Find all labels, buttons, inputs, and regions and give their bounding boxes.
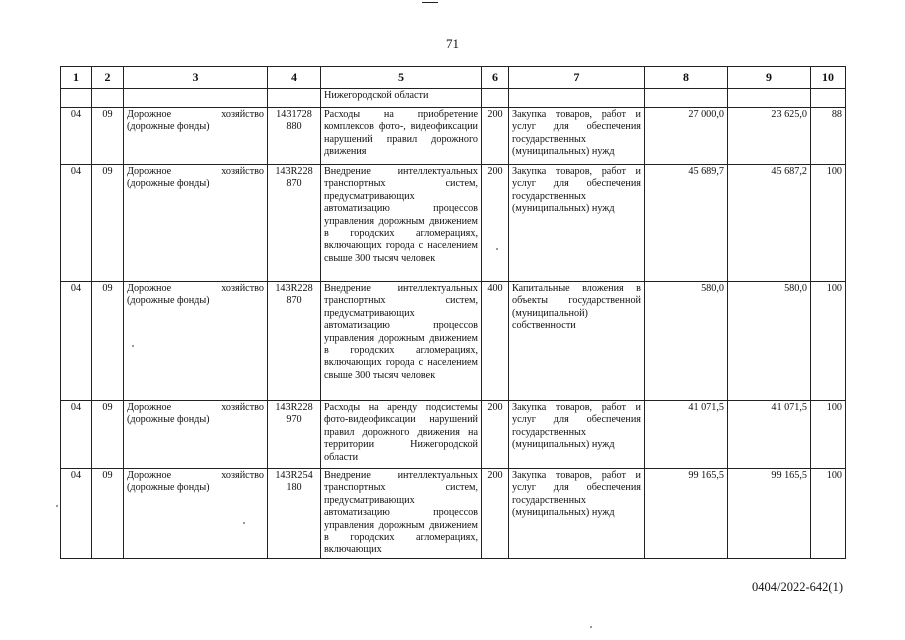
amount-plan: 27 000,0 (645, 108, 728, 165)
section-code: 04 (61, 108, 92, 165)
type-code: 200 (482, 469, 509, 559)
amount-fact: 99 165,5 (728, 469, 811, 559)
item-name: Дорожное хозяйство (дорожные фонды) (124, 165, 268, 282)
cell-empty (728, 89, 811, 108)
target-code: 143R254 180 (268, 469, 321, 559)
scan-speck (496, 248, 498, 250)
subsection-code: 09 (92, 108, 124, 165)
type-name: Капитальные вложения в объекты государственной (муниципальной) собственности (509, 282, 645, 401)
scan-speck (56, 505, 58, 507)
expense-description: Расходы на приобретение комплексов фото-, видеофиксации нарушений правил дорожного движения (321, 108, 482, 165)
table-row (61, 165, 846, 282)
target-code: 1431728 880 (268, 108, 321, 165)
cell-empty (482, 89, 509, 108)
subsection-code: 09 (92, 469, 124, 559)
cell-empty (92, 89, 124, 108)
amount-fact: 580,0 (728, 282, 811, 401)
table-row (61, 108, 846, 165)
document-code: 0404/2022-642(1) (752, 580, 843, 594)
header-cell: 3 (124, 67, 268, 89)
percent-value: 88 (811, 108, 846, 165)
percent-value: 100 (811, 165, 846, 282)
cell-empty (268, 89, 321, 108)
page-number: 71 (446, 36, 459, 51)
amount-plan: 41 071,5 (645, 401, 728, 469)
cell-empty (645, 89, 728, 108)
continuation-row (61, 89, 846, 108)
header-cell: 10 (811, 67, 846, 89)
amount-fact: 41 071,5 (728, 401, 811, 469)
scan-speck (132, 345, 134, 347)
expense-description: Внедрение интеллектуальных транспортных систем, предусматривающих автоматизацию процессов управления дорожным движением в городских агломерациях, включающих города с населением свыше 300 тысяч человек (321, 165, 482, 282)
item-name: Дорожное хозяйство (дорожные фонды) (124, 469, 268, 559)
target-code: 143R228 970 (268, 401, 321, 469)
header-row (61, 67, 846, 89)
header-cell: 5 (321, 67, 482, 89)
table-row (61, 469, 846, 559)
scan-speck (590, 626, 592, 628)
section-code: 04 (61, 165, 92, 282)
percent-value: 100 (811, 469, 846, 559)
expense-description: Внедрение интеллектуальных транспортных систем, предусматривающих автоматизацию процессов управления дорожным движением в городских агломерациях, включающих (321, 469, 482, 559)
header-cell: 8 (645, 67, 728, 89)
cell-empty (124, 89, 268, 108)
amount-plan: 99 165,5 (645, 469, 728, 559)
expense-description: Внедрение интеллектуальных транспортных систем, предусматривающих автоматизацию процессов управления дорожным движением в городских агломерациях, включающих города с населением свыше 300 тысяч человек (321, 282, 482, 401)
item-name: Дорожное хозяйство (дорожные фонды) (124, 401, 268, 469)
header-cell: 9 (728, 67, 811, 89)
target-code: 143R228 870 (268, 282, 321, 401)
scan-speck (243, 522, 245, 524)
header-cell: 4 (268, 67, 321, 89)
section-code: 04 (61, 401, 92, 469)
subsection-code: 09 (92, 401, 124, 469)
type-name: Закупка товаров, работ и услуг для обеспечения государственных (муниципальных) нужд (509, 108, 645, 165)
section-code: 04 (61, 469, 92, 559)
subsection-code: 09 (92, 165, 124, 282)
type-code: 200 (482, 108, 509, 165)
section-code: 04 (61, 282, 92, 401)
cell-empty (811, 89, 846, 108)
amount-plan: 580,0 (645, 282, 728, 401)
target-code: 143R228 870 (268, 165, 321, 282)
continuation-text: Нижегородской области (321, 89, 482, 108)
amount-fact: 45 687,2 (728, 165, 811, 282)
cell-empty (509, 89, 645, 108)
type-code: 200 (482, 401, 509, 469)
expense-description: Расходы на аренду подсистемы фото-видеофиксации нарушений правил дорожного движения на территории Нижегородской области (321, 401, 482, 469)
item-name: Дорожное хозяйство (дорожные фонды) (124, 282, 268, 401)
type-code: 400 (482, 282, 509, 401)
header-cell: 6 (482, 67, 509, 89)
amount-fact: 23 625,0 (728, 108, 811, 165)
header-cell: 2 (92, 67, 124, 89)
header-cell: 7 (509, 67, 645, 89)
table-row (61, 401, 846, 469)
type-name: Закупка товаров, работ и услуг для обеспечения государственных (муниципальных) нужд (509, 165, 645, 282)
cell-empty (61, 89, 92, 108)
header-cell: 1 (61, 67, 92, 89)
type-name: Закупка товаров, работ и услуг для обеспечения государственных (муниципальных) нужд (509, 401, 645, 469)
budget-table (60, 66, 846, 559)
table-row (61, 282, 846, 401)
percent-value: 100 (811, 401, 846, 469)
subsection-code: 09 (92, 282, 124, 401)
percent-value: 100 (811, 282, 846, 401)
type-name: Закупка товаров, работ и услуг для обеспечения государственных (муниципальных) нужд (509, 469, 645, 559)
amount-plan: 45 689,7 (645, 165, 728, 282)
item-name: Дорожное хозяйство (дорожные фонды) (124, 108, 268, 165)
scan-top-mark (422, 2, 438, 3)
type-code: 200 (482, 165, 509, 282)
